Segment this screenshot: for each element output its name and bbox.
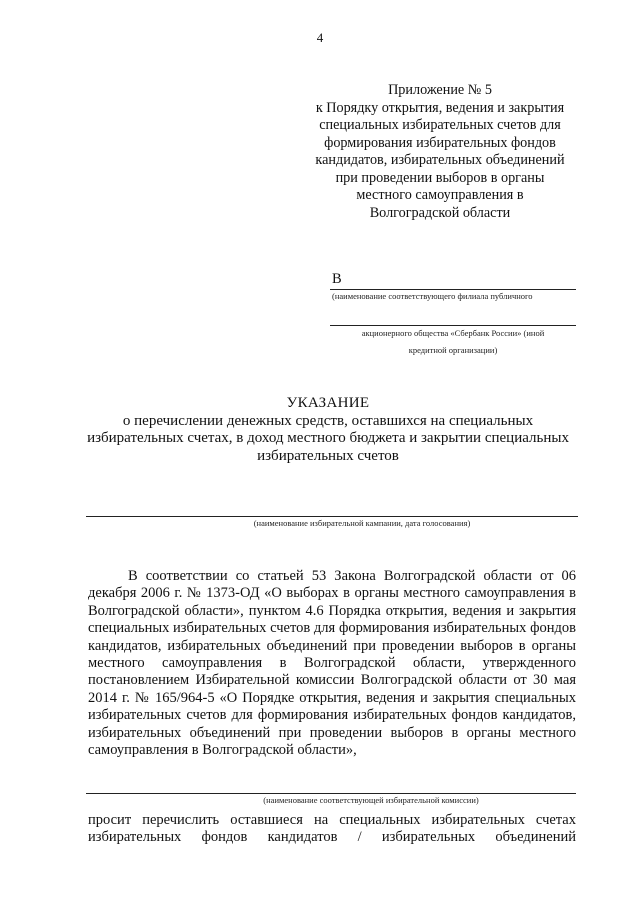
commission-field-line	[86, 792, 576, 794]
body-line: избирательных фондов кандидатов / избирательных объединений	[88, 829, 576, 846]
title-line: избирательных счетов	[257, 447, 399, 464]
commission-field	[86, 792, 576, 806]
campaign-field	[86, 515, 578, 529]
recipient-caption: кредитной организации)	[408, 345, 498, 355]
appendix-header	[290, 82, 590, 222]
appendix-line: Волгоградской области	[369, 204, 511, 221]
body-paragraph-continued	[88, 812, 576, 847]
appendix-line: Приложение № 5	[388, 82, 492, 98]
title-line: о перечислении денежных средств, оставшихся на специальных	[122, 412, 534, 429]
campaign-caption: (наименование избирательной кампании, дата голосования)	[253, 518, 471, 528]
appendix-line: при проведении выборов в органы	[335, 169, 545, 186]
campaign-field-line	[86, 515, 578, 517]
body-line: просит перечислить оставшиеся на специальных избирательных счетах	[88, 812, 576, 828]
body-paragraph-text: В соответствии со статьей 53 Закона Волгоградской области от 06 декабря 2006 г. № 1373-ОД «О выборах в органы местного самоуправления в Волгоградской области», пунктом 4.6 Порядка открытия, ведения и закрытия специальных избирательных счетов для формирования избирательных фондов кандидатов, избирательных объединений при проведении выборов в органы местного самоуправления в Волгоградской области, утвержденного постановлением Избирательной комиссии Волгоградской области от 30 мая 2014 г. № 165/964-5 «О Порядке открытия, ведения и закрытия специальных избирательных счетов для формирования избирательных фондов кандидатов, избирательных объединений при проведении выборов в органы местного самоуправления в Волгоградской области»,	[88, 568, 576, 759]
recipient-prefix: В	[332, 271, 342, 287]
appendix-line: кандидатов, избирательных объединений	[315, 152, 565, 168]
appendix-line: к Порядку открытия, ведения и закрытия	[315, 99, 565, 116]
page-number: 4	[316, 30, 324, 45]
recipient-caption: (наименование соответствующего филиала публичного	[332, 291, 533, 301]
title-heading: УКАЗАНИЕ	[286, 395, 370, 411]
recipient-field-line	[330, 324, 576, 326]
title-line: избирательных счетах, в доход местного бюджета и закрытии специальных	[87, 430, 569, 446]
recipient-field	[330, 267, 576, 290]
commission-caption: (наименование соответствующей избирательной комиссии)	[263, 795, 479, 805]
document-title	[80, 395, 576, 465]
recipient-caption: акционерного общества «Сбербанк России» (иной	[361, 328, 545, 338]
appendix-line: местного самоуправления в	[356, 187, 524, 203]
body-paragraph	[88, 568, 576, 759]
recipient-block	[330, 267, 576, 356]
appendix-line: формирования избирательных фондов	[324, 134, 556, 151]
appendix-line: специальных избирательных счетов для	[319, 117, 561, 133]
